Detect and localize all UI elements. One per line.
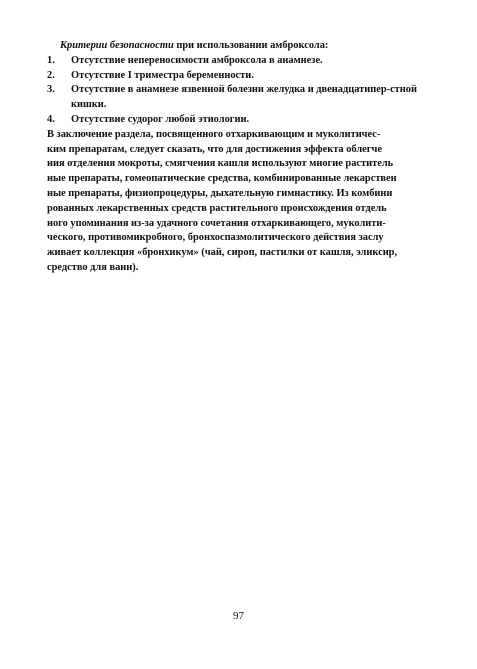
paragraph-line: ные препараты, гомеопатические средства, комбинированные лекарствен [47, 173, 397, 185]
criteria-heading-italic: Критерии безопасности [60, 40, 174, 51]
criteria-item [47, 69, 433, 84]
paragraph-line: ные препараты, физиопроцедуры, дыхательную гимнастику. Из комбини [47, 187, 393, 199]
paragraph-line: средство для ванн). [47, 261, 139, 273]
paragraph-line: ческого, противомикробного, бронхоспазмолитического действия заслу [47, 232, 384, 244]
conclusion-paragraph [47, 128, 433, 276]
criteria-item-number: 4. [47, 113, 55, 125]
criteria-item-text: Отсутствие непереносимости амброксола в анамнезе. [71, 54, 323, 66]
paragraph-line: В заключение раздела, посвященного отхаркивающим и муколитичес- [47, 128, 381, 140]
criteria-item-number: 1. [47, 54, 55, 66]
page-content [47, 39, 433, 276]
criteria-list [47, 54, 433, 128]
paragraph-line: живает коллекция «бронхикум» (чай, сироп, пастилки от кашля, эликсир, [47, 247, 398, 259]
paragraph-line: ния отделения мокроты, смягчения кашля используют многие раститель [47, 158, 394, 170]
criteria-item [47, 113, 433, 128]
paragraph-line: рованных лекарственных средств растительного происхождения отдель [47, 202, 387, 214]
criteria-item-number: 3. [47, 84, 55, 96]
criteria-item-number: 2. [47, 69, 55, 81]
page-number: 97 [233, 610, 244, 622]
criteria-heading [47, 39, 433, 54]
paragraph-line: ного упоминания из-за удачного сочетания отхаркивающего, муколити- [47, 217, 386, 229]
criteria-item [47, 54, 433, 69]
criteria-item-text: Отсутствие судорог любой этиологии. [71, 113, 250, 125]
criteria-item-text: Отсутствие в анамнезе язвенной болезни желудка и двенадцатипер-стной кишки. [71, 84, 417, 111]
criteria-heading-rest: при использовании амброксола: [173, 40, 329, 51]
paragraph-line: ким препаратам, следует сказать, что для достижения эффекта облегче [47, 143, 382, 155]
criteria-item-text: Отсутствие I триместра беременности. [71, 69, 254, 81]
criteria-item [47, 83, 433, 113]
